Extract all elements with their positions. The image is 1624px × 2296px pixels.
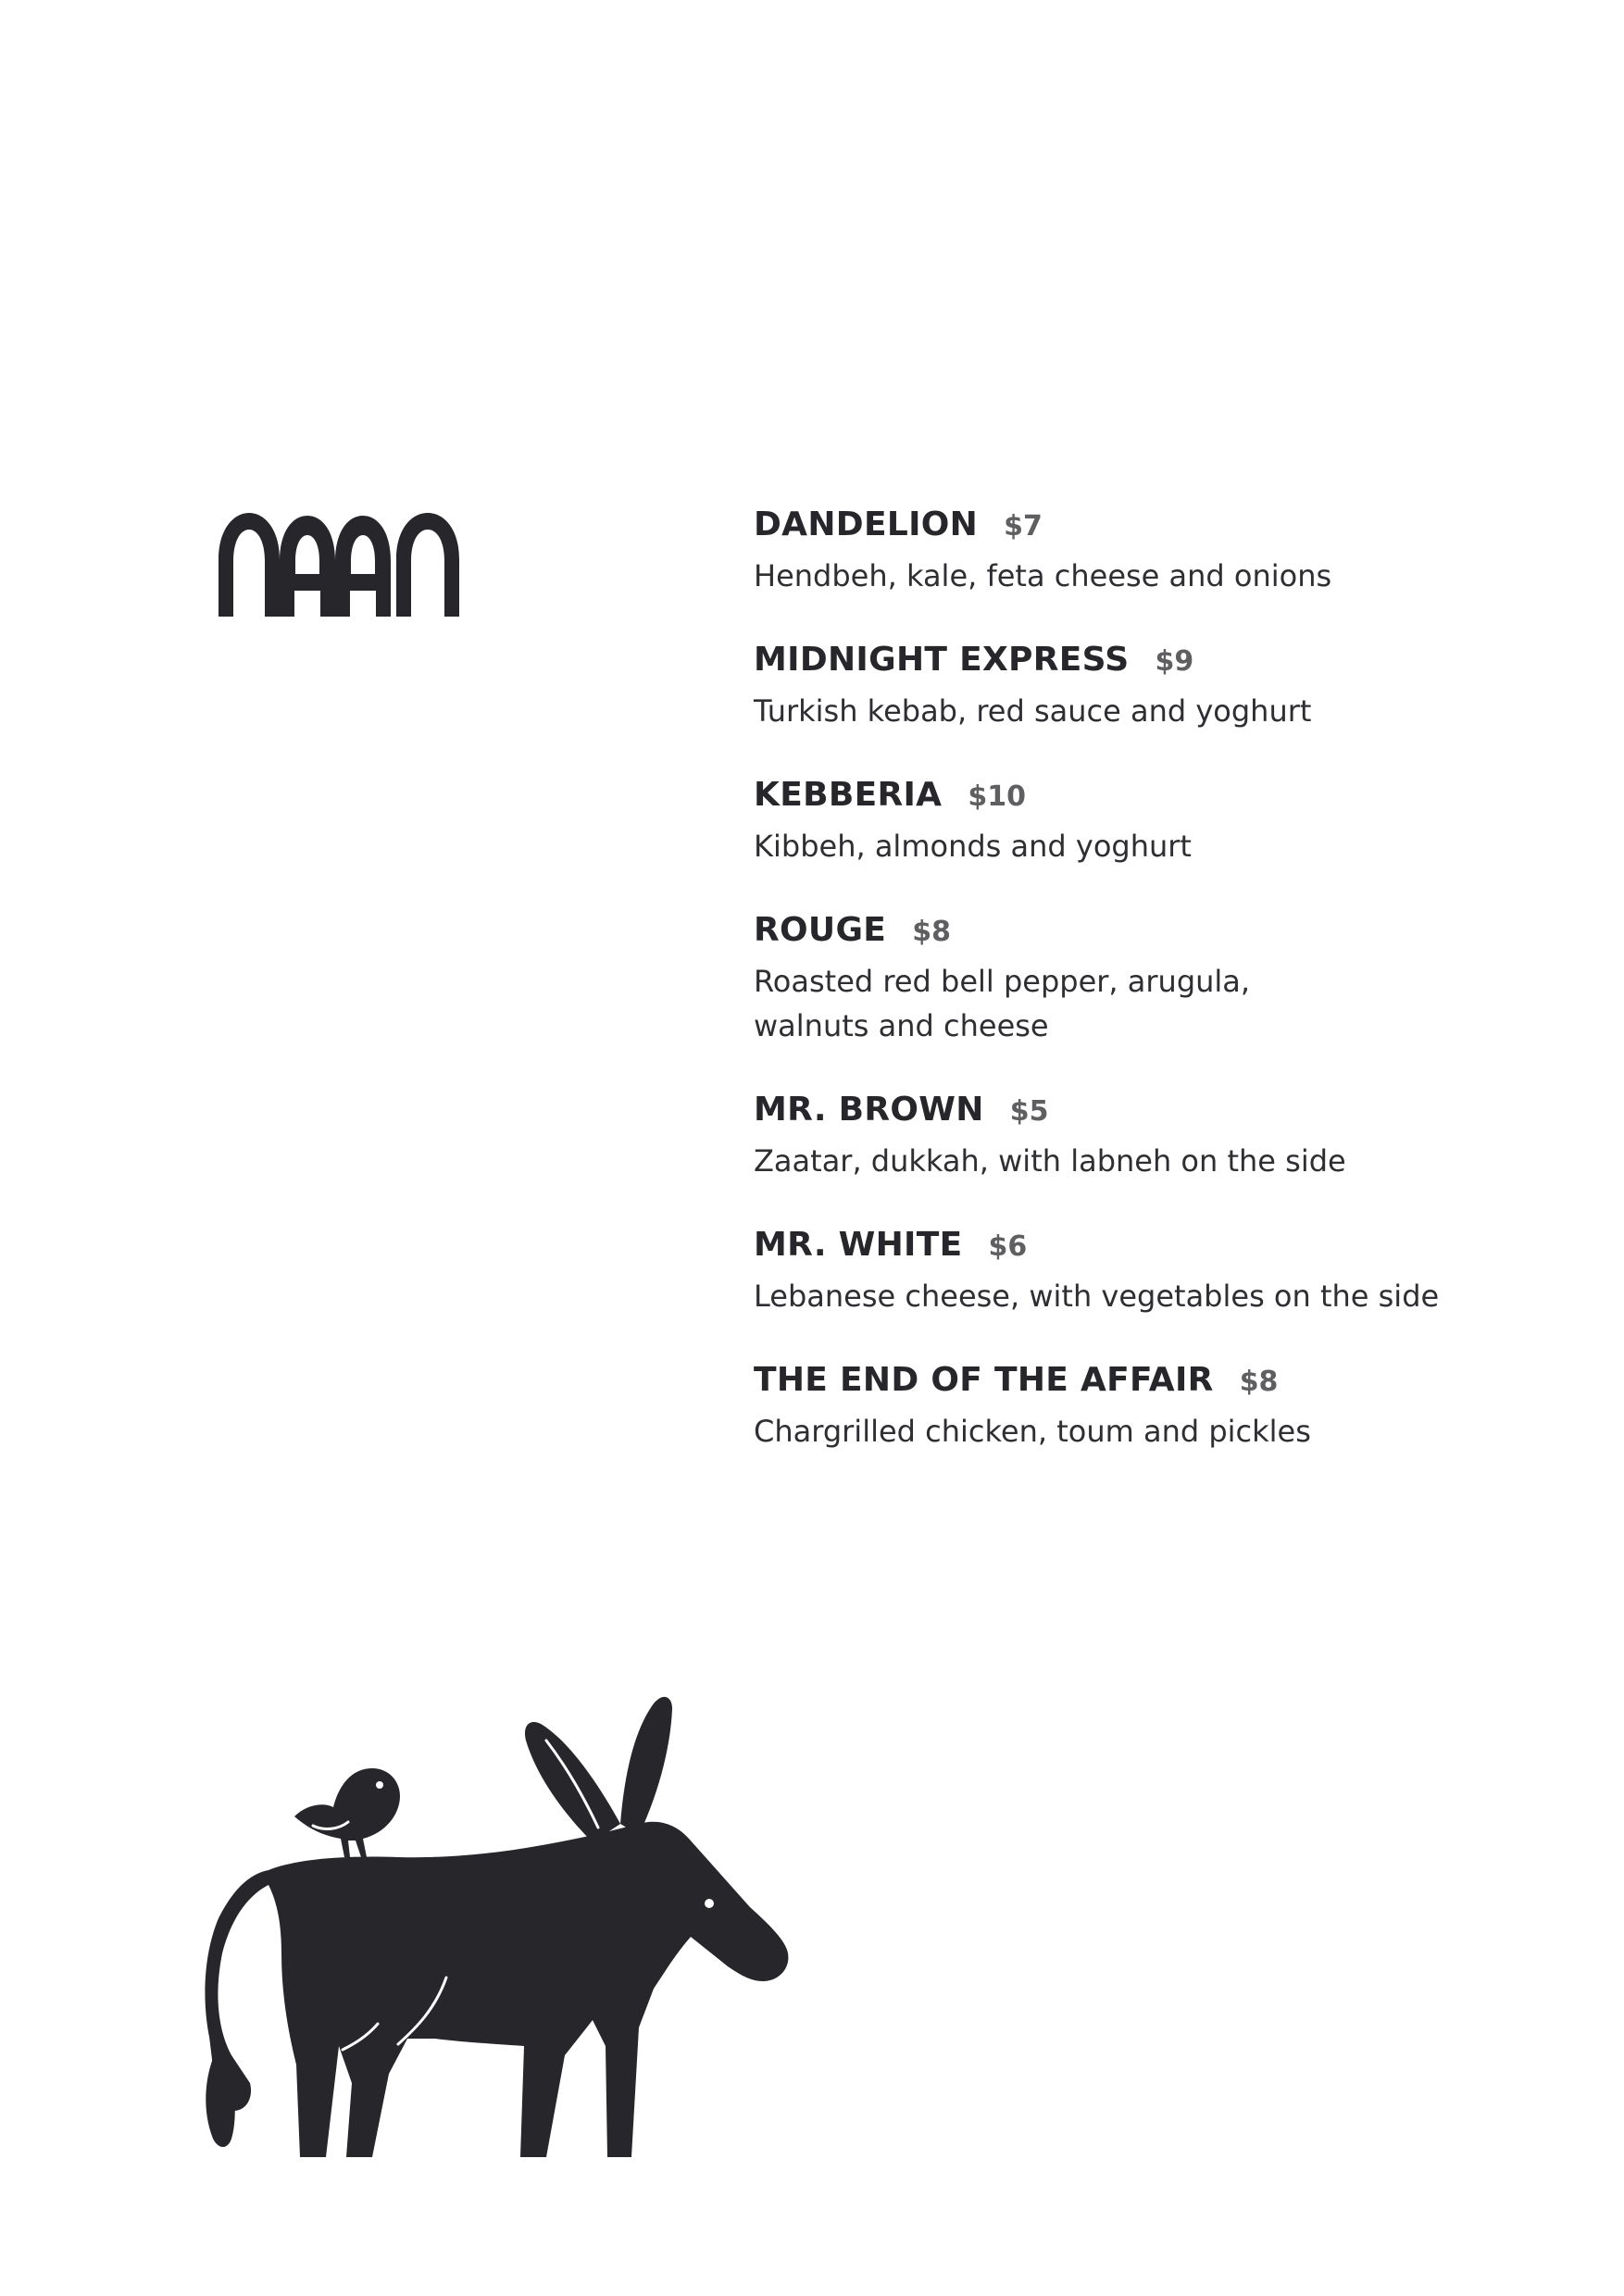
menu-item-header [754,1361,1587,1409]
menu-item-name: MR. WHITE [754,1226,963,1264]
menu-item-header [754,1091,1587,1139]
donkey-with-bird-icon [157,1676,843,2194]
menu-item-price: $8 [1239,1366,1279,1398]
menu-item-description: Kibbeh, almonds and yoghurt [754,829,1192,864]
menu-item-name: MIDNIGHT EXPRESS [754,641,1130,679]
menu-item [754,1091,1587,1183]
brand-logo [219,513,459,617]
menu-item [754,911,1587,1048]
menu-item-header [754,911,1587,959]
menu-item-name: THE END OF THE AFFAIR [754,1361,1214,1399]
menu-item-header [754,641,1587,689]
menu-item-price: $6 [988,1230,1028,1263]
menu-item-price: $7 [1004,510,1043,543]
menu-item-description: Chargrilled chicken, toum and pickles [754,1414,1311,1449]
menu-item [754,505,1587,598]
menu-item-price: $9 [1155,645,1194,678]
menu-item [754,776,1587,868]
menu-list [754,505,1587,1454]
menu-item [754,641,1587,733]
menu-item-name: DANDELION [754,505,979,543]
menu-item-name: MR. BROWN [754,1091,984,1129]
menu-item [754,1226,1587,1318]
donkey-illustration [157,1676,843,2194]
menu-item-description: Hendbeh, kale, feta cheese and onions [754,558,1332,593]
menu-item-price: $5 [1009,1095,1049,1128]
menu-item-header [754,1226,1587,1274]
menu-item-price: $10 [968,780,1026,813]
menu-item-description: Roasted red bell pepper, arugula, walnuts and cheese [754,964,1251,1043]
menu-item-description: Zaatar, dukkah, with labneh on the side [754,1143,1346,1179]
menu-item-header [754,505,1587,554]
menu-item-name: ROUGE [754,911,887,949]
logo-icon [219,513,459,617]
menu-item-name: KEBBERIA [754,776,943,814]
menu-item-description: Turkish kebab, red sauce and yoghurt [754,693,1312,729]
menu-item-header [754,776,1587,824]
menu-item [754,1361,1587,1454]
menu-item-price: $8 [912,916,951,948]
menu-item-description: Lebanese cheese, with vegetables on the side [754,1279,1440,1314]
